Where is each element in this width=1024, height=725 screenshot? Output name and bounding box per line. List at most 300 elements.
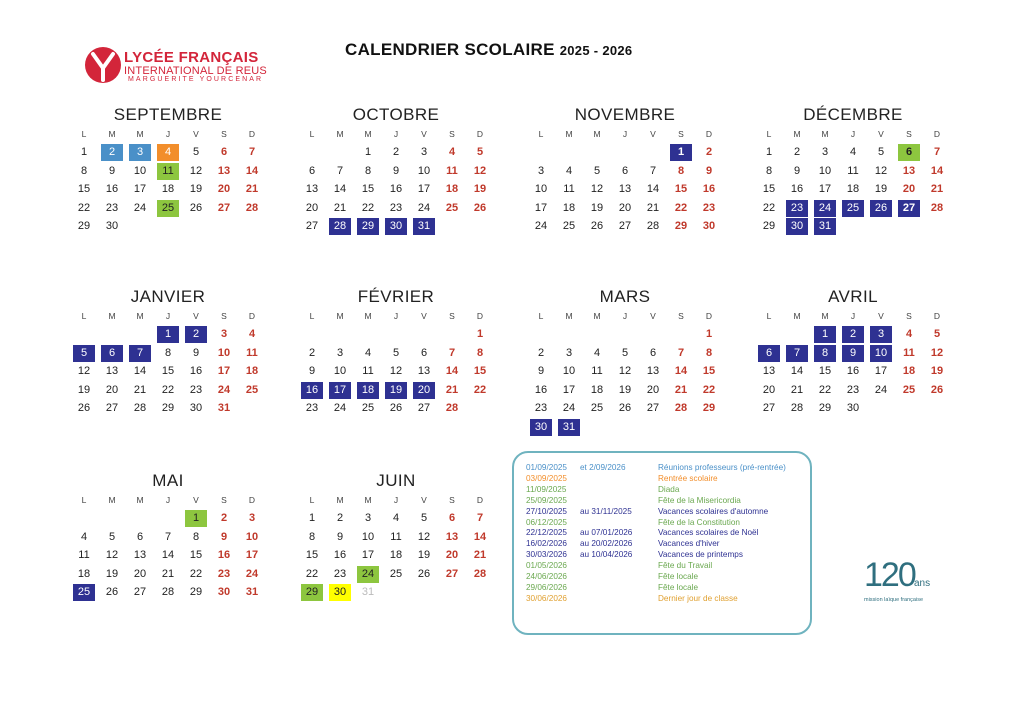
day-number: 6 (758, 345, 780, 362)
day-cell (783, 217, 811, 236)
day-cell (783, 344, 811, 363)
day-cell (410, 199, 438, 218)
legend-box (512, 451, 812, 635)
day-number: 21 (646, 201, 660, 214)
day-number: 16 (105, 183, 119, 195)
day-cell (611, 217, 639, 236)
legend-row (526, 496, 741, 506)
day-number: 7 (164, 530, 172, 543)
empty-cell (98, 509, 126, 528)
day-cell (154, 199, 182, 218)
legend-start-date: 22/12/2025 (526, 528, 567, 538)
day-cell (154, 362, 182, 381)
day-cell (867, 362, 895, 381)
day-cell (639, 180, 667, 199)
day-number: 25 (902, 383, 916, 396)
weekday-header: S (906, 129, 912, 139)
day-cell (466, 344, 494, 363)
day-cell (466, 143, 494, 162)
day-number: 30 (385, 218, 407, 235)
day-number: 10 (818, 164, 832, 177)
empty-cell (583, 143, 611, 162)
weekday-header: V (421, 495, 427, 505)
day-number: 1 (308, 512, 316, 524)
legend-row (526, 572, 698, 582)
weekday-header: J (165, 129, 171, 139)
day-number: 5 (73, 345, 95, 362)
day-cell (527, 162, 555, 181)
month-grid (70, 308, 266, 418)
day-cell (154, 381, 182, 400)
day-cell (154, 344, 182, 363)
day-number: 22 (762, 201, 776, 214)
day-cell (527, 217, 555, 236)
day-cell (382, 199, 410, 218)
day-cell (839, 143, 867, 162)
day-cell (70, 381, 98, 400)
day-number: 17 (361, 549, 375, 561)
weekday-header: M (364, 495, 372, 505)
day-number: 15 (161, 365, 175, 377)
day-cell (783, 180, 811, 199)
school-logo (84, 46, 274, 86)
weekday-header: M (136, 129, 144, 139)
day-cell (839, 180, 867, 199)
day-number: 29 (301, 584, 323, 601)
day-number: 5 (593, 164, 601, 177)
day-number: 3 (364, 512, 372, 524)
day-number: 11 (847, 164, 859, 177)
day-cell (98, 546, 126, 565)
day-cell (466, 546, 494, 565)
day-cell (895, 344, 923, 363)
empty-cell (639, 143, 667, 162)
day-cell (298, 199, 326, 218)
day-cell (438, 162, 466, 181)
day-cell (98, 199, 126, 218)
empty-cell (298, 325, 326, 344)
day-cell (326, 528, 354, 547)
legend-label: Fête du Travail (658, 561, 713, 571)
day-cell (895, 325, 923, 344)
month-grid (70, 126, 266, 236)
day-cell (667, 162, 695, 181)
day-cell (382, 565, 410, 584)
day-number: 4 (248, 328, 256, 340)
month-6 (527, 286, 723, 436)
day-number: 16 (333, 549, 347, 561)
day-number: 21 (674, 383, 688, 396)
day-number: 15 (361, 183, 375, 195)
day-cell (98, 583, 126, 602)
day-cell (438, 528, 466, 547)
day-cell (326, 509, 354, 528)
day-cell (583, 162, 611, 181)
day-number: 30 (329, 584, 351, 601)
day-number: 28 (445, 402, 459, 414)
weekday-header: V (193, 129, 199, 139)
day-cell (326, 546, 354, 565)
day-number: 12 (417, 530, 431, 543)
weekday-header: D (248, 129, 256, 139)
day-number: 26 (417, 567, 431, 580)
day-number: 12 (473, 164, 487, 177)
school-logo-icon (84, 46, 122, 84)
day-cell (811, 217, 839, 236)
weekday-header: J (622, 129, 628, 139)
day-number: 5 (933, 328, 941, 340)
empty-cell (410, 325, 438, 344)
day-cell (611, 344, 639, 363)
day-number: 9 (192, 346, 200, 359)
day-cell (126, 528, 154, 547)
day-cell (298, 162, 326, 181)
day-number: 31 (814, 218, 836, 235)
day-cell (354, 583, 382, 602)
day-cell (667, 381, 695, 400)
day-number: 8 (164, 346, 172, 359)
day-cell (354, 528, 382, 547)
legend-label: Vacances d'hiver (658, 539, 720, 549)
day-cell (70, 143, 98, 162)
day-number: 21 (161, 567, 175, 580)
day-number: 23 (105, 201, 119, 214)
day-number: 4 (157, 144, 179, 161)
day-cell (839, 162, 867, 181)
day-cell (326, 399, 354, 418)
day-cell (555, 381, 583, 400)
legend-start-date: 03/09/2025 (526, 473, 567, 483)
day-number: 10 (333, 365, 347, 377)
legend-row (526, 583, 698, 593)
weekday-header: V (878, 311, 884, 321)
day-number: 28 (646, 220, 660, 232)
day-cell (611, 180, 639, 199)
day-number: 9 (537, 365, 545, 377)
day-cell (811, 199, 839, 218)
day-cell (210, 362, 238, 381)
day-number: 13 (217, 164, 231, 177)
day-cell (611, 381, 639, 400)
day-cell (238, 583, 266, 602)
day-number: 7 (933, 146, 941, 158)
day-number: 10 (245, 530, 259, 543)
day-cell (783, 399, 811, 418)
day-cell (382, 344, 410, 363)
day-number: 2 (308, 346, 316, 359)
day-number: 16 (189, 365, 203, 377)
day-cell (238, 381, 266, 400)
day-cell (410, 162, 438, 181)
weekday-header: J (393, 495, 399, 505)
day-number: 13 (133, 549, 147, 561)
day-number: 1 (80, 146, 88, 158)
day-number: 16 (217, 549, 231, 561)
day-cell (98, 162, 126, 181)
day-cell (410, 381, 438, 400)
day-number: 8 (80, 164, 88, 177)
empty-cell (126, 325, 154, 344)
day-number: 18 (562, 201, 576, 214)
legend-start-date: 30/06/2026 (526, 593, 567, 603)
legend-label: Vacances de printemps (658, 550, 743, 560)
day-cell (382, 180, 410, 199)
day-number: 2 (392, 146, 400, 158)
title-year: 2025 - 2026 (559, 43, 633, 58)
day-number: 27 (445, 567, 459, 580)
day-number: 24 (562, 402, 576, 414)
day-number: 28 (674, 402, 688, 414)
day-cell (354, 180, 382, 199)
day-cell (410, 180, 438, 199)
day-cell (298, 583, 326, 602)
day-number: 16 (389, 183, 403, 195)
day-number: 3 (565, 346, 573, 359)
day-cell (98, 528, 126, 547)
day-number: 3 (129, 144, 151, 161)
day-cell (783, 199, 811, 218)
day-number: 18 (846, 183, 860, 195)
day-number: 6 (420, 346, 428, 359)
weekday-header: J (165, 311, 171, 321)
day-cell (611, 399, 639, 418)
day-number: 25 (73, 584, 95, 601)
weekday-header: M (821, 129, 829, 139)
empty-cell (583, 325, 611, 344)
day-cell (695, 180, 723, 199)
day-cell (298, 399, 326, 418)
day-number: 24 (534, 220, 548, 232)
day-cell (354, 565, 382, 584)
day-number: 22 (161, 383, 175, 396)
day-number: 26 (389, 402, 403, 414)
month-grid (527, 126, 723, 236)
day-number: 31 (245, 586, 259, 598)
weekday-header: L (309, 311, 315, 321)
day-cell (639, 344, 667, 363)
day-number: 31 (558, 419, 580, 436)
day-cell (923, 162, 951, 181)
day-number: 24 (333, 402, 347, 414)
day-cell (98, 565, 126, 584)
weekday-header: S (449, 311, 455, 321)
day-number: 30 (105, 220, 119, 232)
day-cell (210, 199, 238, 218)
day-number: 18 (389, 549, 403, 561)
day-number: 4 (905, 328, 913, 340)
day-cell (354, 509, 382, 528)
day-number: 2 (793, 146, 801, 158)
weekday-header: M (364, 311, 372, 321)
day-cell (438, 509, 466, 528)
day-number: 26 (930, 383, 944, 396)
day-cell (695, 143, 723, 162)
day-cell (238, 509, 266, 528)
day-cell (527, 399, 555, 418)
month-name: FÉVRIER (357, 287, 435, 306)
day-cell (755, 399, 783, 418)
day-number: 21 (333, 201, 347, 214)
day-cell (438, 399, 466, 418)
day-number: 22 (361, 201, 375, 214)
month-name: NOVEMBRE (574, 105, 676, 124)
day-number: 28 (473, 567, 487, 580)
day-cell (527, 344, 555, 363)
day-cell (867, 344, 895, 363)
weekday-header: J (393, 129, 399, 139)
badge-number: 120 (864, 556, 915, 594)
day-cell (354, 217, 382, 236)
day-number: 30 (702, 220, 716, 232)
day-number: 3 (248, 512, 256, 524)
day-cell (154, 180, 182, 199)
badge-unit: ans (914, 578, 931, 589)
day-cell (895, 362, 923, 381)
weekday-header: L (309, 129, 315, 139)
day-cell (410, 528, 438, 547)
day-number: 31 (361, 586, 375, 598)
day-number: 19 (417, 549, 431, 561)
day-cell (695, 381, 723, 400)
empty-cell (639, 325, 667, 344)
day-number: 7 (448, 346, 456, 359)
day-number: 28 (329, 218, 351, 235)
day-number: 13 (646, 365, 660, 377)
day-number: 14 (245, 164, 259, 177)
empty-cell (755, 325, 783, 344)
day-number: 17 (133, 183, 147, 195)
day-cell (354, 162, 382, 181)
weekday-header: J (850, 311, 856, 321)
day-number: 8 (308, 530, 316, 543)
day-number: 8 (814, 345, 836, 362)
day-cell (154, 546, 182, 565)
day-cell (98, 381, 126, 400)
empty-cell (126, 509, 154, 528)
day-number: 4 (565, 164, 573, 177)
day-number: 6 (448, 512, 456, 524)
day-cell (382, 381, 410, 400)
day-number: 7 (336, 164, 344, 177)
day-cell (238, 362, 266, 381)
day-cell (895, 199, 923, 218)
day-cell (70, 583, 98, 602)
day-number: 19 (189, 183, 203, 195)
day-number: 1 (705, 328, 713, 340)
day-cell (410, 509, 438, 528)
day-cell (923, 325, 951, 344)
empty-cell (382, 325, 410, 344)
day-cell (238, 162, 266, 181)
day-cell (98, 399, 126, 418)
day-cell (238, 528, 266, 547)
day-number: 20 (413, 382, 435, 399)
weekday-header: D (933, 129, 941, 139)
day-cell (895, 143, 923, 162)
month-grid (755, 308, 951, 418)
day-cell (438, 199, 466, 218)
day-number: 4 (849, 146, 857, 158)
weekday-header: M (793, 311, 801, 321)
day-number: 13 (105, 365, 119, 377)
day-cell (238, 180, 266, 199)
day-number: 24 (245, 567, 259, 580)
day-cell (695, 199, 723, 218)
day-number: 13 (762, 365, 776, 377)
day-cell (867, 381, 895, 400)
day-number: 20 (762, 383, 776, 396)
day-cell (895, 162, 923, 181)
day-cell (611, 199, 639, 218)
day-cell (438, 180, 466, 199)
day-cell (639, 162, 667, 181)
day-cell (783, 381, 811, 400)
day-cell (70, 199, 98, 218)
day-number: 13 (902, 164, 916, 177)
day-number: 3 (420, 146, 428, 158)
day-number: 27 (105, 402, 119, 414)
day-cell (867, 162, 895, 181)
day-cell (326, 565, 354, 584)
day-cell (70, 217, 98, 236)
day-cell (583, 381, 611, 400)
day-number: 21 (790, 383, 804, 396)
legend-row (526, 528, 758, 538)
day-cell (755, 381, 783, 400)
day-number: 6 (898, 144, 920, 161)
day-cell (154, 528, 182, 547)
weekday-header: M (108, 495, 116, 505)
month-7 (755, 286, 951, 418)
empty-cell (70, 509, 98, 528)
day-cell (839, 344, 867, 363)
title-text: CALENDRIER SCOLAIRE (345, 40, 555, 59)
day-number: 2 (336, 512, 344, 524)
day-number: 17 (874, 365, 888, 377)
day-number: 22 (702, 383, 716, 396)
day-number: 17 (417, 183, 431, 195)
day-cell (210, 546, 238, 565)
day-number: 31 (413, 218, 435, 235)
day-cell (923, 143, 951, 162)
day-cell (695, 162, 723, 181)
day-number: 25 (361, 402, 375, 414)
weekday-header: V (650, 129, 656, 139)
day-cell (182, 162, 210, 181)
day-cell (154, 325, 182, 344)
day-cell (811, 381, 839, 400)
month-name: AVRIL (828, 287, 878, 306)
day-cell (354, 399, 382, 418)
day-cell (354, 143, 382, 162)
legend-end-date: au 07/01/2026 (580, 528, 633, 538)
weekday-header: L (538, 311, 544, 321)
day-number: 13 (445, 530, 459, 543)
day-number: 22 (674, 201, 688, 214)
day-number: 18 (590, 383, 604, 396)
day-number: 21 (445, 383, 459, 396)
day-number: 14 (445, 365, 459, 377)
day-number: 28 (133, 402, 147, 414)
day-number: 19 (473, 183, 487, 195)
legend-label: Rentrée scolaire (658, 473, 718, 483)
day-number: 16 (534, 383, 548, 396)
weekday-header: S (906, 311, 912, 321)
day-number: 15 (305, 549, 319, 561)
day-number: 17 (562, 383, 576, 396)
weekday-header: L (81, 495, 87, 505)
day-cell (438, 381, 466, 400)
